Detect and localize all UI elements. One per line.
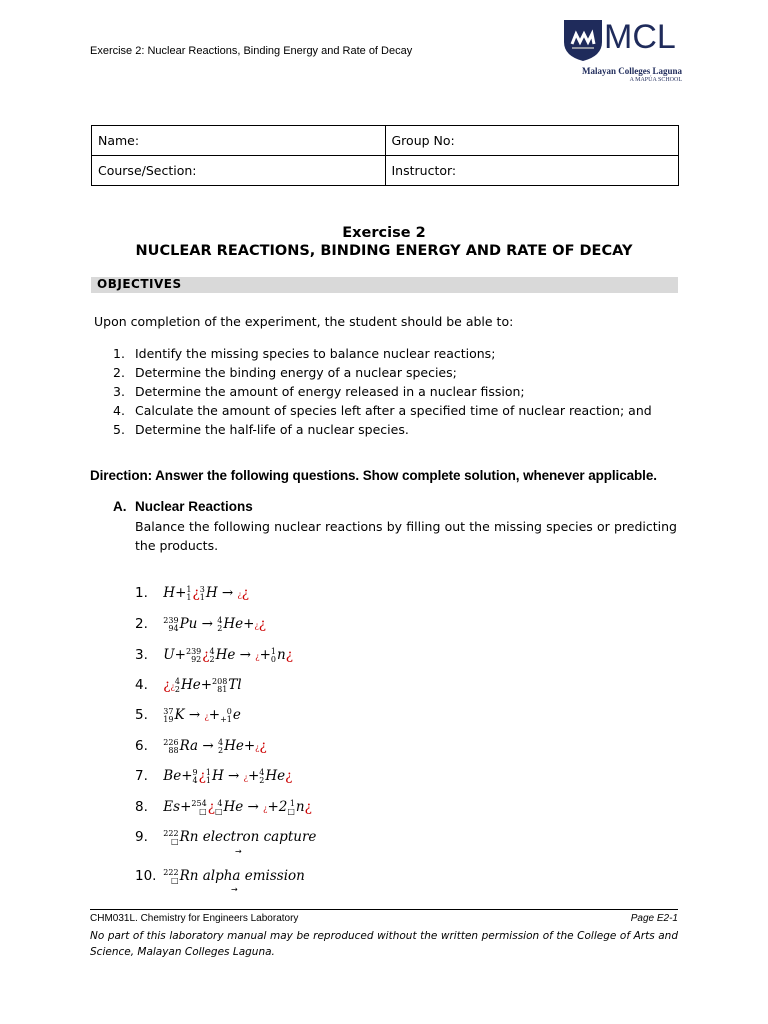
objectives-heading: OBJECTIVES bbox=[97, 277, 182, 291]
direction-text: Direction: Answer the following questions. Show complete solution, whenever applicable. bbox=[90, 468, 657, 483]
question-9: 9. 222 □ Rn electron capture → bbox=[135, 828, 317, 856]
objectives-heading-bar bbox=[91, 277, 678, 293]
shield-icon bbox=[562, 18, 604, 62]
question-8: 8. Es+ 254 □ ¿ 4 □ He → ¿+2 1 □ n¿ bbox=[135, 798, 312, 816]
footer-course: CHM031L. Chemistry for Engineers Laboratory bbox=[90, 913, 299, 924]
name-field[interactable]: Name: bbox=[92, 126, 386, 156]
objectives-list bbox=[113, 344, 652, 439]
logo-text: MCL bbox=[604, 18, 676, 56]
document-header-title: Exercise 2: Nuclear Reactions, Binding Energy and Rate of Decay bbox=[90, 45, 413, 57]
question-1: 1. H+ 1 1 ¿ 3 1 H → ¿¿ bbox=[135, 584, 250, 602]
footer-divider bbox=[90, 909, 678, 910]
question-4: 4. ¿¿ 4 2 He+ 208 81 Tl bbox=[135, 676, 242, 694]
question-7: 7. Be+ 9 4 ¿ 1 1 H → ¿+ 4 2 He¿ bbox=[135, 767, 293, 785]
section-a-heading: A. Nuclear Reactions bbox=[113, 499, 253, 514]
exercise-title: NUCLEAR REACTIONS, BINDING ENERGY AND RATE OF DECAY bbox=[135, 243, 633, 259]
course-field[interactable]: Course/Section: bbox=[92, 156, 386, 186]
list-item: 5. Determine the half-life of a nuclear species. bbox=[113, 422, 409, 437]
group-field[interactable]: Group No: bbox=[385, 126, 679, 156]
section-a-description: Balance the following nuclear reactions by filling out the missing species or predicting the products. bbox=[135, 519, 677, 553]
student-info-table bbox=[91, 125, 679, 186]
question-2: 2. 239 94 Pu → 4 2 He+¿¿ bbox=[135, 615, 266, 633]
list-item: 3. Determine the amount of energy released in a nuclear fission; bbox=[113, 384, 525, 399]
question-3: 3. U+ 239 92 ¿ 4 2 He → ¿+ 1 0 n¿ bbox=[135, 646, 293, 664]
list-item: 2. Determine the binding energy of a nuclear species; bbox=[113, 365, 457, 380]
objectives-intro: Upon completion of the experiment, the student should be able to: bbox=[94, 314, 514, 329]
list-item: 4. Calculate the amount of species left after a specified time of nuclear reaction; and bbox=[113, 403, 652, 418]
question-6: 6. 226 88 Ra → 4 2 He+¿¿ bbox=[135, 737, 267, 755]
question-10: 10. 222 □ Rn alpha emission → bbox=[135, 867, 305, 894]
instructor-field[interactable]: Instructor: bbox=[385, 156, 679, 186]
list-item: 1. Identify the missing species to balance nuclear reactions; bbox=[113, 346, 496, 361]
logo-tagline: A MAPÚA SCHOOL bbox=[629, 77, 682, 83]
footer-copyright-note: No part of this laboratory manual may be reproduced without the written permission of the College of Arts and Science, Malayan Colleges Laguna. bbox=[90, 930, 678, 958]
exercise-number: Exercise 2 bbox=[342, 225, 426, 241]
footer-page-number: Page E2-1 bbox=[630, 913, 678, 924]
mcl-logo bbox=[562, 16, 680, 86]
logo-college-name: Malayan Colleges Laguna bbox=[581, 66, 682, 76]
question-5: 5. 37 19 K → ¿+ 0 +1 e bbox=[135, 706, 241, 724]
